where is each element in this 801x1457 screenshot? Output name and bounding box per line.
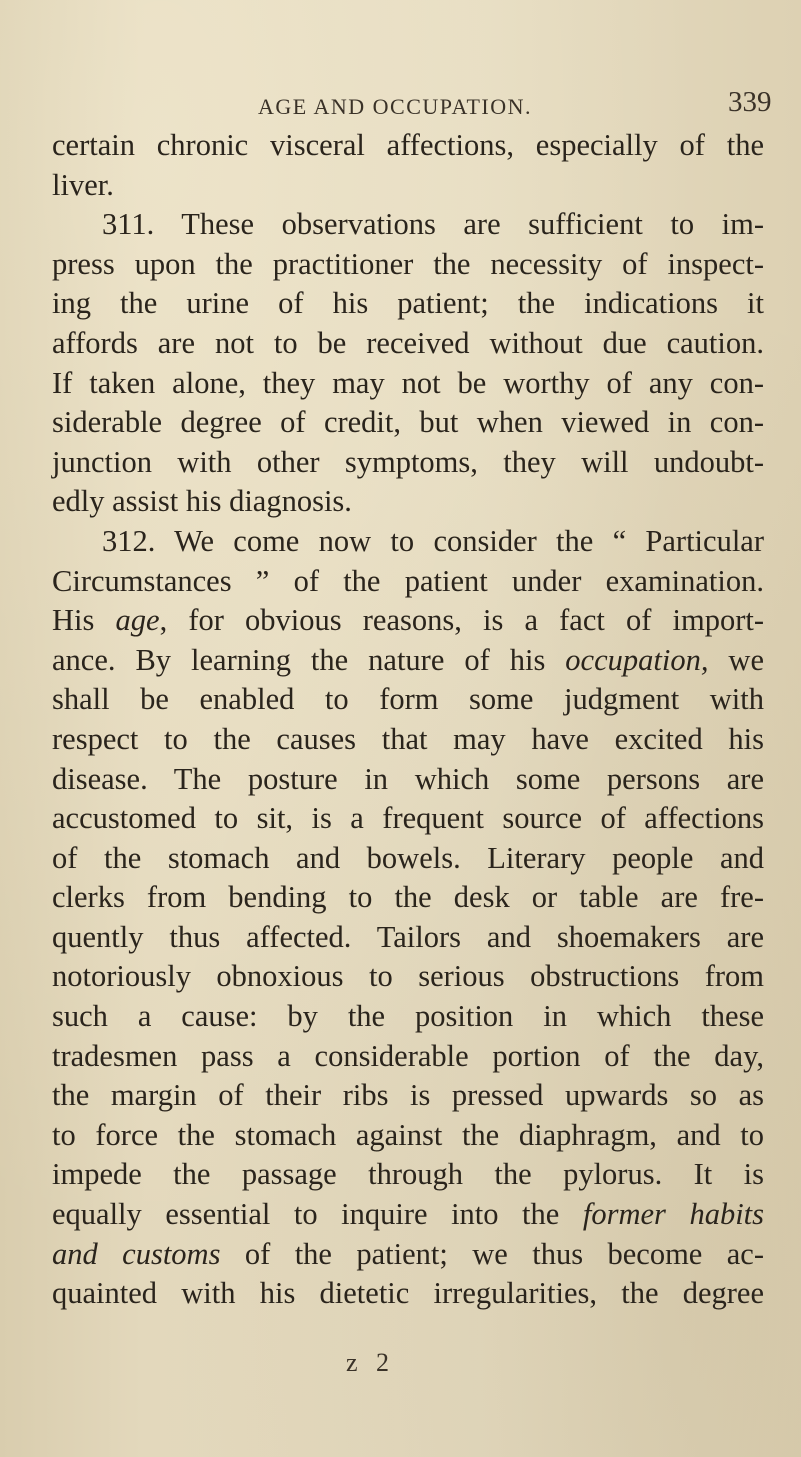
text-line: respect to the causes that may have excited his bbox=[52, 721, 764, 756]
text-line: clerks from bending to the desk or table are fre- bbox=[52, 880, 764, 915]
paragraph-312-start: 312. We come now to consider the “ Particular bbox=[102, 523, 764, 558]
text-line: quently thus affected. Tailors and shoemakers are bbox=[52, 919, 764, 954]
text-line: of the stomach and bowels. Literary people and bbox=[52, 840, 764, 875]
text-line: liver. bbox=[52, 167, 114, 202]
text-line: certain chronic visceral affections, especially of the bbox=[52, 128, 764, 162]
text-line bbox=[52, 1235, 764, 1275]
text-line: press upon the practitioner the necessity of inspect- bbox=[52, 246, 764, 281]
text-line: junction with other symptoms, they will undoubt- bbox=[52, 444, 764, 479]
italic-term-occupation: occupation, bbox=[565, 642, 709, 677]
text-line: the margin of their ribs is pressed upwards so as bbox=[52, 1078, 764, 1113]
text-line bbox=[52, 641, 764, 681]
text-segment: of the patient; we thus become ac- bbox=[220, 1236, 764, 1271]
text-line: If taken alone, they may not be worthy of any con- bbox=[52, 365, 764, 400]
running-title: AGE AND OCCUPATION. bbox=[258, 94, 532, 119]
text-line bbox=[52, 1195, 764, 1235]
text-line: to force the stomach against the diaphragm, and to bbox=[52, 1117, 764, 1152]
text-line: such a cause: by the position in which these bbox=[52, 999, 764, 1034]
text-line: edly assist his diagnosis. bbox=[52, 484, 352, 519]
running-head bbox=[0, 80, 801, 120]
text-line: siderable degree of credit, but when viewed in con- bbox=[52, 405, 764, 440]
text-line: accustomed to sit, is a frequent source of affections bbox=[52, 801, 764, 836]
text-line bbox=[52, 601, 764, 641]
italic-term-former-habits: former habits bbox=[582, 1197, 765, 1232]
text-segment: equally essential to inquire into the bbox=[52, 1197, 583, 1232]
body-text bbox=[52, 126, 764, 1314]
page-number: 339 bbox=[728, 86, 772, 118]
italic-term-age: age bbox=[115, 603, 160, 638]
text-segment: we bbox=[708, 642, 764, 677]
text-line: quainted with his dietetic irregularities, the degree bbox=[52, 1276, 764, 1311]
text-line: shall be enabled to form some judgment with bbox=[52, 682, 764, 717]
signature-mark bbox=[0, 1348, 801, 1378]
text-line: Circumstances ” of the patient under examination. bbox=[52, 563, 764, 598]
text-line: disease. The posture in which some persons are bbox=[52, 761, 764, 796]
text-line: tradesmen pass a considerable portion of the day, bbox=[52, 1038, 764, 1073]
text-line: ing the urine of his patient; the indications it bbox=[52, 286, 764, 321]
text-line: impede the passage through the pylorus. It is bbox=[52, 1157, 764, 1192]
text-segment: , for obvious reasons, is a fact of import- bbox=[159, 603, 765, 638]
italic-term-and-customs: and customs bbox=[52, 1236, 221, 1271]
paragraph-311-start: 311. These observations are sufficient to im- bbox=[102, 207, 764, 242]
signature-mark-text: z 2 bbox=[346, 1348, 396, 1377]
text-line: notoriously obnoxious to serious obstructions from bbox=[52, 959, 764, 994]
text-segment: ance. By learning the nature of his bbox=[52, 642, 566, 677]
text-line: affords are not to be received without due caution. bbox=[52, 325, 764, 360]
text-segment: His bbox=[52, 603, 116, 638]
